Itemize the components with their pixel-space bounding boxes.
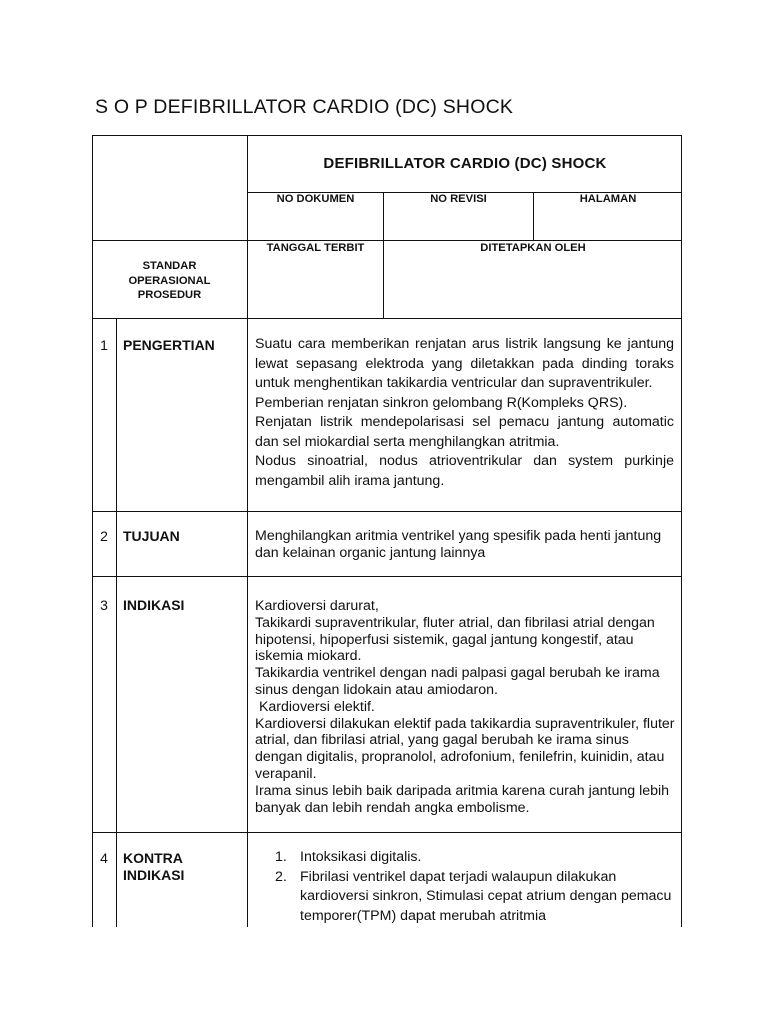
document-title: S O P DEFIBRILLATOR CARDIO (DC) SHOCK	[95, 96, 514, 118]
row-rule-1	[92, 511, 682, 512]
paragraph: Takikardia ventrikel dengan nadi palpasi gagal berubah ke irama sinus dengan lidokain atau amiodaron.	[255, 665, 660, 698]
sop-label-line-3: PROSEDUR	[137, 289, 202, 301]
sop-label	[92, 259, 247, 303]
header-rule-2	[92, 240, 682, 241]
no-revisi-label: NO REVISI	[430, 193, 487, 205]
header-col-divider-1	[383, 192, 384, 318]
tanggal-terbit-label: TANGGAL TERBIT	[266, 242, 365, 254]
section-label: PENGERTIAN	[123, 337, 215, 353]
sop-table	[92, 135, 682, 927]
no-dokumen-label: NO DOKUMEN	[276, 193, 355, 205]
list-item-text: Fibrilasi ventrikel dapat terjadi walaupun dilakukan kardioversi sinkron, Stimulasi cepat atrium dengan pemacu temporer(TPM) dapat merubah atritmia	[300, 868, 672, 924]
paragraph: Renjatan listrik mendepolarisasi sel pemacu jantung automatic dan sel miokardial serta menghilangkan atritmia.	[255, 414, 674, 450]
header-title: DEFIBRILLATOR CARDIO (DC) SHOCK	[323, 155, 607, 172]
paragraph: Nodus sinoatrial, nodus atrioventrikular dan system purkinje mengambil alih irama jantung.	[255, 453, 674, 489]
paragraph: Irama sinus lebih baik daripada aritmia karena curah jantung lebih banyak dan lebih rendah angka embolisme.	[255, 782, 670, 816]
sop-label-line-1: STANDAR	[142, 260, 197, 272]
list-item	[272, 868, 682, 927]
ditetapkan-oleh-label: DITETAPKAN OLEH	[480, 242, 586, 254]
halaman-label: HALAMAN	[579, 193, 637, 205]
section-label-line-1: KONTRA	[123, 850, 183, 866]
header-bottom-rule	[92, 318, 682, 319]
section-number: 3	[100, 597, 108, 613]
section-body	[255, 335, 674, 491]
section-label: TUJUAN	[123, 528, 180, 544]
paragraph: Pemberian renjatan sinkron gelombang R(Kompleks QRS).	[255, 394, 628, 411]
section-number: 2	[100, 528, 108, 544]
section-label: INDIKASI	[123, 597, 185, 613]
section-body	[255, 528, 680, 562]
list-item-text: Intoksikasi digitalis.	[300, 849, 422, 865]
paragraph: Kardioversi elektif.	[255, 698, 375, 715]
section-label	[123, 850, 184, 884]
table-border-top	[92, 135, 682, 136]
list-marker: 2.	[275, 868, 287, 885]
row-rule-2	[92, 576, 682, 577]
paragraph: Kardioversi darurat,	[255, 598, 379, 614]
paragraph: Takikardi supraventrikular, fluter atrial, dan fibrilasi atrial dengan hipotensi, hipoperfusi sistemik, gagal jantung kongestif, atau iskemia miokard.	[255, 614, 655, 665]
row-rule-3	[92, 832, 682, 833]
paragraph: Suatu cara memberikan renjatan arus listrik langsung ke jantung lewat sepasang elektroda yang diletakkan pada dinding toraks untuk menghentikan takikardia ventricular dan supraventrikuler.	[255, 336, 674, 391]
section-label-line-2: INDIKASI	[123, 867, 185, 883]
contraindication-list	[272, 848, 682, 926]
list-marker: 1.	[275, 849, 287, 865]
section-number: 1	[100, 337, 108, 353]
section-number: 4	[100, 850, 108, 866]
list-item	[272, 848, 682, 868]
paragraph: Menghilangkan aritmia ventrikel yang spesifik pada henti jantung dan kelainan organic jantung lainnya	[255, 528, 662, 561]
number-col-divider	[116, 318, 117, 927]
sop-label-line-2: OPERASIONAL	[128, 274, 211, 287]
section-body	[255, 598, 680, 816]
paragraph: Kardioversi dilakukan elektif pada takikardia supraventrikuler, fluter atrial, dan fibrilasi atrial, yang gagal berubah ke irama sinus dengan digitalis, propranolol, adrofonium, fenilefrin, kuinidin, atau verapanil.	[255, 715, 675, 782]
